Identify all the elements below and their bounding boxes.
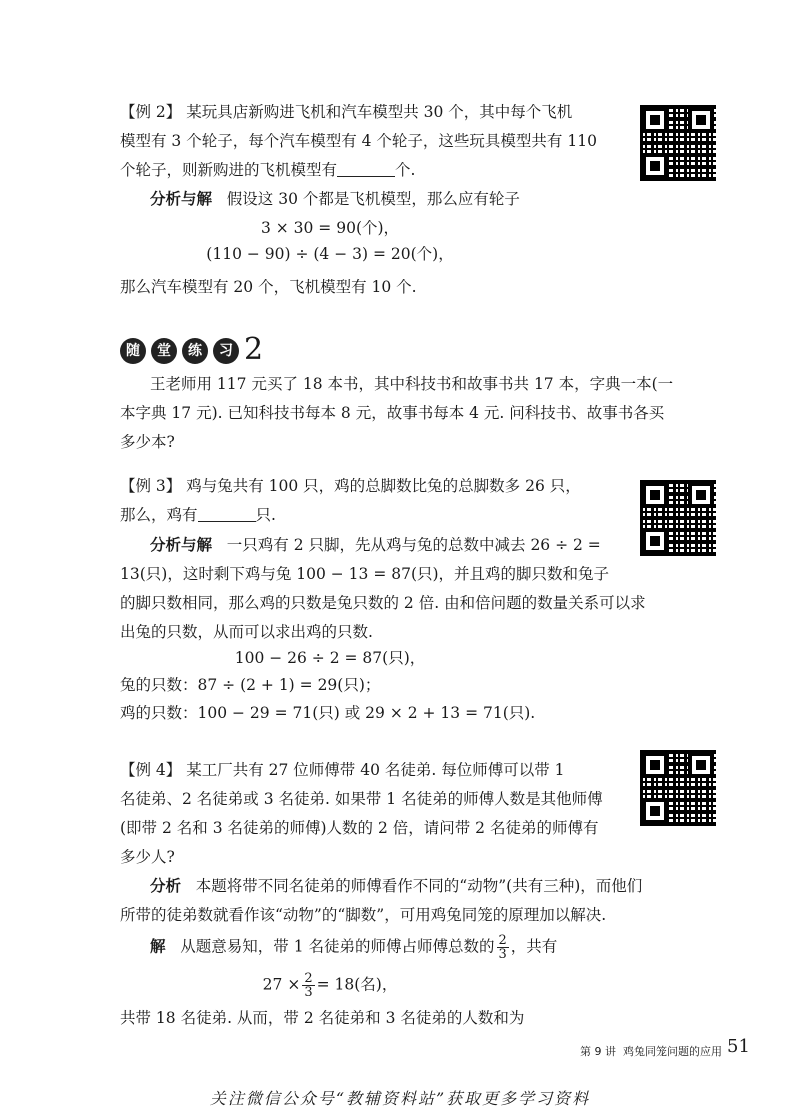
ex4-last-line: 共带 18 名徒弟. 从而，带 2 名徒弟和 3 名徒弟的人数和为 <box>120 1009 525 1027</box>
fraction: $\frac{2}{3}$ <box>304 971 313 1000</box>
analysis-label: 分析与解 <box>150 536 213 554</box>
practice-heading: 随 堂 练 习 2 <box>120 334 263 366</box>
ex2-analysis: 分析与解 假设这 30 个都是飞机模型，那么应有轮子 <box>150 190 520 208</box>
ex4-equation: 27 × $\frac{2}{3}$ = 18(名)， <box>262 971 398 1000</box>
qr-code-icon[interactable] <box>638 103 718 183</box>
practice-line-2: 本字典 17 元). 已知科技书每本 8 元，故事书每本 4 元. 问科技书、故事书各买 <box>120 404 665 422</box>
solution-label: 解 <box>150 937 166 956</box>
running-footer: 第 9 讲 鸡兔同笼问题的应用 <box>580 1045 722 1058</box>
bottom-note: 关注微信公众号“教辅资料站”获取更多学习资料 <box>209 1089 591 1108</box>
ex3-equation: 100 − 26 ÷ 2 = 87(只)， <box>234 649 426 667</box>
ex4-analysis-1: 分析 本题将带不同名徒弟的师傅看作不同的“动物”(共有三种)，而他们 <box>150 877 643 895</box>
ex4-line-2: 名徒弟、2 名徒弟或 3 名徒弟. 如果带 1 名徒弟的师傅人数是其他师傅 <box>120 790 603 808</box>
ex2-conclusion: 那么汽车模型有 20 个，飞机模型有 10 个. <box>120 278 417 296</box>
answer-blank <box>198 507 256 522</box>
ex4-line-1: 【例 4】 某工厂共有 27 位师傅带 40 名徒弟. 每位师傅可以带 1 <box>120 761 565 779</box>
ex3-analysis-2: 13(只)，这时剩下鸡与兔 100 − 13 = 87(只)，并且鸡的脚只数和兔子 <box>120 565 610 583</box>
analysis-label: 分析与解 <box>150 190 213 208</box>
fraction: $\frac{2}{3}$ <box>498 933 507 962</box>
ex3-line-1: 【例 3】 鸡与兔共有 100 只，鸡的总脚数比兔的总脚数多 26 只， <box>120 477 581 495</box>
analysis-label: 分析 <box>150 877 182 895</box>
ex3-analysis-1: 分析与解 一只鸡有 2 只脚，先从鸡与兔的总数中减去 26 ÷ 2 = <box>150 536 601 554</box>
ex4-line-3: (即带 2 名和 3 名徒弟的师傅)人数的 2 倍，请问带 2 名徒弟的师傅有 <box>120 819 599 837</box>
ex3-analysis-3: 的脚只数相同，那么鸡的只数是兔只数的 2 倍. 由和倍问题的数量关系可以求 <box>120 594 646 612</box>
ex3-chicken: 鸡的只数：100 − 29 = 71(只) 或 29 × 2 + 13 = 71(只). <box>120 704 536 722</box>
qr-code-icon[interactable] <box>638 748 718 828</box>
ex4-line-4: 多少人? <box>120 848 175 866</box>
ex2-equation-1: 3 × 30 = 90(个)， <box>260 219 400 237</box>
ex3-rabbit: 兔的只数：87 ÷ (2 + 1) = 29(只)； <box>120 676 381 694</box>
qr-code-icon[interactable] <box>638 478 718 558</box>
practice-line-3: 多少本? <box>120 433 175 451</box>
ex2-line-2: 模型有 3 个轮子，每个汽车模型有 4 个轮子，这些玩具模型共有 110 <box>120 132 597 150</box>
ex3-analysis-4: 出兔的只数，从而可以求出鸡的只数. <box>120 623 373 641</box>
ex4-analysis-2: 所带的徒弟数就看作该“动物”的“脚数”，可用鸡兔同笼的原理加以解决. <box>120 906 607 924</box>
practice-line-1: 王老师用 117 元买了 18 本书，其中科技书和故事书共 17 本，字典一本(一 <box>150 375 674 393</box>
ex4-solution: 解 从题意易知，带 1 名徒弟的师傅占师傅总数的 $\frac{2}{3}$ ，共有 <box>150 933 558 962</box>
ex3-line-2: 那么，鸡有 只. <box>120 506 276 524</box>
ex2-line-3: 个轮子，则新购进的飞机模型有 个. <box>120 161 416 179</box>
answer-blank <box>337 162 395 177</box>
ex2-line-1: 【例 2】 某玩具店新购进飞机和汽车模型共 30 个，其中每个飞机 <box>120 103 573 121</box>
page-number: 51 <box>727 1036 750 1057</box>
ex2-equation-2: (110 − 90) ÷ (4 − 3) = 20(个)， <box>206 245 454 263</box>
